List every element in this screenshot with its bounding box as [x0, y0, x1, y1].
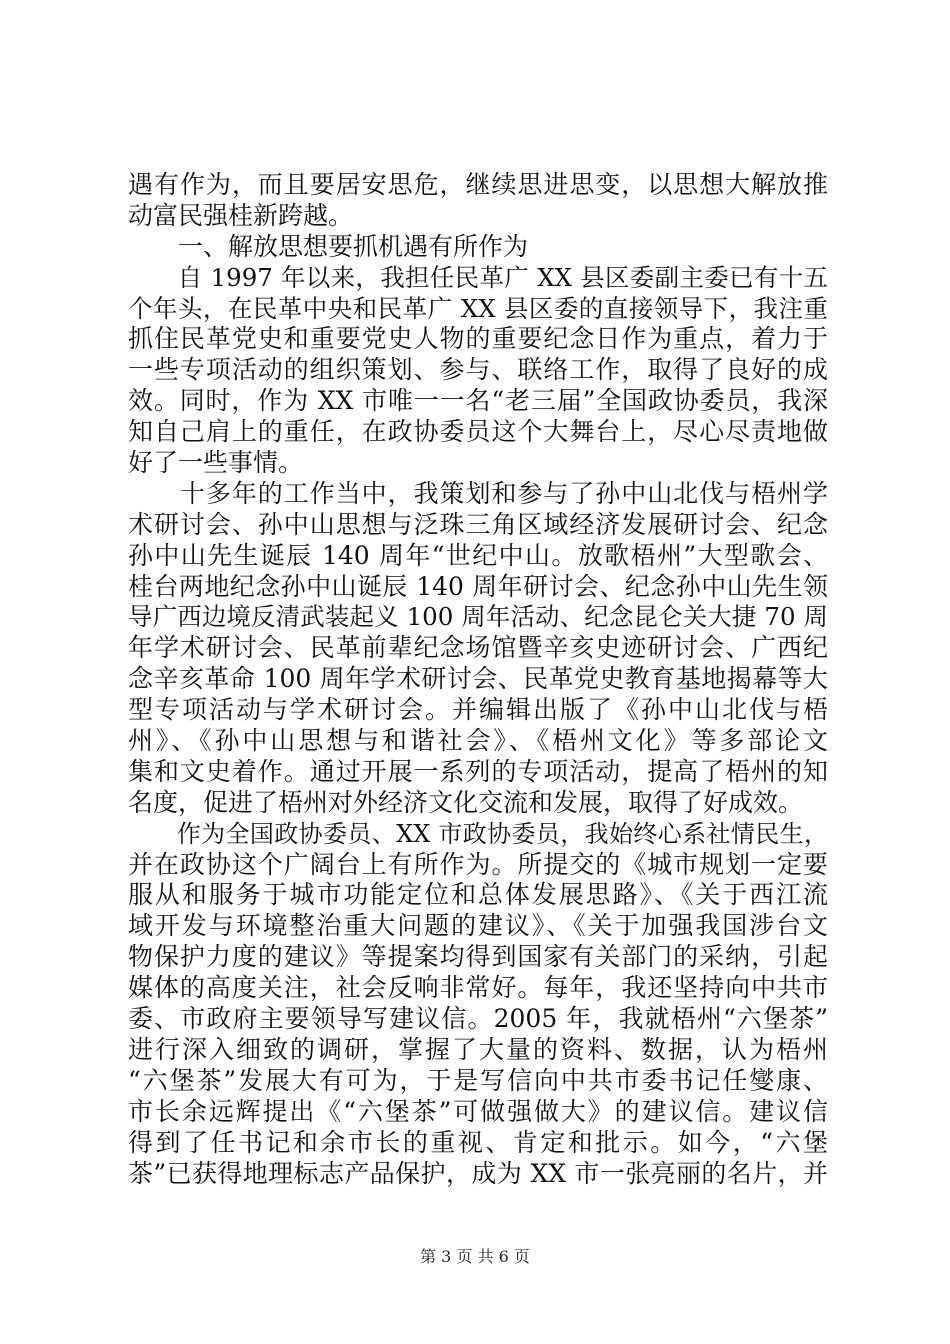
text-line: 抓住民革党史和重要党史人物的重要纪念日作为重点，着力于 [128, 324, 828, 354]
text-line: 媒体的高度关注，社会反响非常好。每年，我还坚持向中共市 [128, 973, 828, 1003]
text-line: 效。同时，作为 XX 市唯一一名“老三届”全国政协委员，我深 [128, 386, 828, 416]
text-line: 服从和服务于城市功能定位和总体发展思路》、《关于西江流 [128, 880, 828, 910]
text-line: 念辛亥革命 100 周年学术研讨会、民革党史教育基地揭幕等大 [128, 664, 828, 694]
text-line: 得到了任书记和余市长的重视、肯定和批示。如今，“六堡 [128, 1127, 828, 1157]
text-line: 茶”已获得地理标志产品保护，成为 XX 市一张亮丽的名片，并 [128, 1158, 828, 1188]
text-line: 一些专项活动的组织策划、参与、联络工作，取得了良好的成 [128, 355, 828, 385]
document-body [128, 170, 828, 1189]
text-line: 遇有作为，而且要居安思危，继续思进思变，以思想大解放推 [128, 170, 828, 199]
text-line: 年学术研讨会、民革前辈纪念场馆暨辛亥史迹研讨会、广西纪 [128, 633, 828, 663]
text-line: 委、市政府主要领导写建议信。2005 年，我就梧州“六堡茶” [128, 1004, 828, 1034]
text-line: 并在政协这个广阔台上有所作为。所提交的《城市规划一定要 [128, 849, 828, 879]
text-line: 进行深入细致的调研，掌握了大量的资料、数据，认为梧州 [128, 1034, 828, 1064]
text-line: 好了一些事情。 [128, 448, 304, 478]
text-line: 孙中山先生诞辰 140 周年“世纪中山。放歌梧州”大型歌会、 [128, 540, 828, 570]
text-line: 个年头，在民革中央和民革广 XX 县区委的直接领导下，我注重 [128, 293, 828, 323]
text-line: 型专项活动与学术研讨会。并编辑出版了《孙中山北伐与梧 [128, 695, 828, 725]
text-line: 知自己肩上的重任，在政协委员这个大舞台上，尽心尽责地做 [128, 417, 828, 447]
text-line: 市长余远辉提出《“六堡茶”可做强做大》的建议信。建议信 [128, 1096, 828, 1126]
page-number-footer: 第 3 页 共 6 页 [420, 1247, 530, 1266]
text-line: 作为全国政协委员、XX 市政协委员，我始终心系社情民生， [128, 819, 828, 848]
text-line: 名度，促进了梧州对外经济文化交流和发展，取得了好成效。 [128, 787, 804, 817]
text-line: 十多年的工作当中，我策划和参与了孙中山北伐与梧州学 [128, 478, 828, 508]
text-line: 导广西边境反清武装起义 100 周年活动、纪念昆仑关大捷 70 周 [128, 602, 828, 632]
text-line: 自 1997 年以来，我担任民革广 XX 县区委副主委已有十五 [128, 262, 828, 292]
text-line: 动富民强桂新跨越。 [128, 200, 354, 230]
text-line: 一、解放思想要抓机遇有所作为 [128, 231, 529, 261]
text-line: 桂台两地纪念孙中山诞辰 140 周年研讨会、纪念孙中山先生领 [128, 571, 828, 601]
text-line: 集和文史着作。通过开展一系列的专项活动，提高了梧州的知 [128, 756, 828, 786]
text-line: 物保护力度的建议》等提案均得到国家有关部门的采纳，引起 [128, 942, 828, 972]
text-line: 术研讨会、孙中山思想与泛珠三角区域经济发展研讨会、纪念 [128, 509, 828, 539]
text-line: 域开发与环境整治重大问题的建议》、《关于加强我国涉台文 [128, 911, 828, 941]
text-line: 州》、《孙中山思想与和谐社会》、《梧州文化》等多部论文 [128, 726, 828, 756]
text-line: “六堡茶”发展大有可为，于是写信向中共市委书记任燮康、 [128, 1065, 828, 1095]
